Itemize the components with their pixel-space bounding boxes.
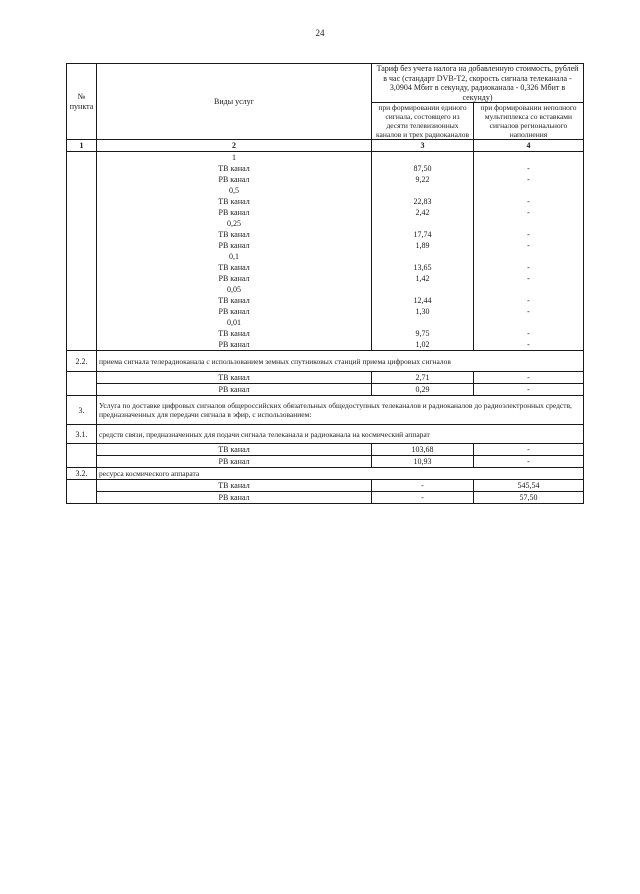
row-value-partial: - — [474, 306, 584, 317]
row-value-partial: - — [474, 456, 584, 468]
row-value-single: 9,75 — [372, 328, 474, 339]
header-services: Виды услуг — [97, 64, 372, 140]
section-number: 3.2. — [67, 468, 97, 480]
row-value-partial — [474, 218, 584, 229]
row-value-partial: - — [474, 163, 584, 174]
row-value-single — [372, 251, 474, 262]
header-partial-multiplex: при формировании неполного мультиплекса со вставками сигналов регионального наполнения — [474, 103, 584, 140]
table-row — [67, 273, 584, 284]
header-single-signal: при формировании единого сигнала, состоящего из десяти телевизионных каналов и трех радиоканалов — [372, 103, 474, 140]
row-value-partial — [474, 284, 584, 295]
column-number: 3 — [372, 140, 474, 152]
table-row — [67, 262, 584, 273]
row-value-partial — [474, 251, 584, 262]
row-value-partial: - — [474, 444, 584, 456]
row-value-partial: - — [474, 295, 584, 306]
row-label: ТВ канал — [97, 196, 372, 207]
table-row — [67, 339, 584, 351]
row-value-single: 9,22 — [372, 174, 474, 185]
row-value-single — [372, 185, 474, 196]
row-value-partial — [474, 317, 584, 328]
header-item-number: № пункта — [67, 64, 97, 140]
row-value-partial: - — [474, 207, 584, 218]
table-row — [67, 229, 584, 240]
row-value-single — [372, 284, 474, 295]
item-number-cell — [67, 152, 97, 351]
row-label: 0,25 — [97, 218, 372, 229]
column-number: 4 — [474, 140, 584, 152]
table-row — [67, 251, 584, 262]
row-label: ТВ канал — [97, 295, 372, 306]
row-label: ТВ канал — [97, 163, 372, 174]
header-tariff: Тариф без учета налога на добавленную стоимость, рублей в час (стандарт DVB-T2, скорость сигнала телеканала - 3,0904 Мбит в секунду, радиоканала - 0,326 Мбит в секунду) — [372, 64, 584, 103]
row-label: РВ канал — [97, 240, 372, 251]
row-value-partial: 57,50 — [474, 492, 584, 504]
row-value-partial: - — [474, 339, 584, 351]
table-row — [67, 152, 584, 164]
column-number-row — [67, 140, 584, 152]
row-label: РВ канал — [97, 339, 372, 351]
row-label: ТВ канал — [97, 229, 372, 240]
table-row — [67, 492, 584, 504]
table-row — [67, 317, 584, 328]
table-row — [67, 218, 584, 229]
row-value-single — [372, 152, 474, 164]
row-value-partial: - — [474, 384, 584, 396]
table-row — [67, 295, 584, 306]
row-value-single: - — [372, 492, 474, 504]
section-row — [67, 396, 584, 425]
row-value-partial: - — [474, 196, 584, 207]
row-value-single: 87,50 — [372, 163, 474, 174]
row-value-partial: - — [474, 372, 584, 384]
section-row — [67, 425, 584, 444]
row-value-partial — [474, 185, 584, 196]
row-value-single: 1,30 — [372, 306, 474, 317]
page-number: 24 — [315, 28, 325, 38]
table-row — [67, 185, 584, 196]
section-number: 3. — [67, 396, 97, 425]
row-value-partial: - — [474, 328, 584, 339]
row-value-single: 1,89 — [372, 240, 474, 251]
row-label: 0,1 — [97, 251, 372, 262]
row-value-single: 1,02 — [372, 339, 474, 351]
table-row — [67, 444, 584, 456]
section-row — [67, 351, 584, 372]
section-text: приема сигнала телерадиоканала с использованием земных спутниковых станций приема цифровых сигналов — [97, 351, 584, 372]
table-row — [67, 372, 584, 384]
section-text: Услуга по доставке цифровых сигналов общероссийских обязательных общедоступных телеканалов и радиоканалов до радиоэлектронных средств, предназначенных для передачи сигнала в эфир, с использованием: — [97, 396, 584, 425]
row-label: 0,01 — [97, 317, 372, 328]
row-label: РВ канал — [97, 207, 372, 218]
row-value-single — [372, 317, 474, 328]
row-label: РВ канал — [97, 384, 372, 396]
row-label: РВ канал — [97, 174, 372, 185]
row-value-partial: - — [474, 273, 584, 284]
tariff-table — [66, 63, 584, 504]
section-number: 2.2. — [67, 351, 97, 372]
section-row — [67, 468, 584, 480]
row-label: 0,5 — [97, 185, 372, 196]
row-value-single: 0,29 — [372, 384, 474, 396]
table-row — [67, 207, 584, 218]
row-label: РВ канал — [97, 492, 372, 504]
row-value-single: 10,93 — [372, 456, 474, 468]
table-row — [67, 240, 584, 251]
table-row — [67, 328, 584, 339]
table-row — [67, 196, 584, 207]
row-label: 1 — [97, 152, 372, 164]
section-number: 3.1. — [67, 425, 97, 444]
row-value-single: 17,74 — [372, 229, 474, 240]
row-value-single: 1,42 — [372, 273, 474, 284]
row-label: ТВ канал — [97, 262, 372, 273]
row-label: ТВ канал — [97, 328, 372, 339]
table-row — [67, 456, 584, 468]
row-label: ТВ канал — [97, 480, 372, 492]
row-label: РВ канал — [97, 273, 372, 284]
column-number: 2 — [97, 140, 372, 152]
row-value-single — [372, 218, 474, 229]
row-value-single: 12,44 — [372, 295, 474, 306]
row-value-single: 103,68 — [372, 444, 474, 456]
row-value-partial: - — [474, 240, 584, 251]
row-label: РВ канал — [97, 306, 372, 317]
row-value-partial — [474, 152, 584, 164]
row-value-single: 2,71 — [372, 372, 474, 384]
row-value-single: 13,65 — [372, 262, 474, 273]
row-label: РВ канал — [97, 456, 372, 468]
table-row — [67, 163, 584, 174]
row-value-single: - — [372, 480, 474, 492]
table-row — [67, 174, 584, 185]
row-value-partial: 545,54 — [474, 480, 584, 492]
table-row — [67, 306, 584, 317]
table-row — [67, 480, 584, 492]
row-value-partial: - — [474, 174, 584, 185]
row-value-partial: - — [474, 262, 584, 273]
table-row — [67, 284, 584, 295]
row-label: 0,05 — [97, 284, 372, 295]
table-row — [67, 384, 584, 396]
row-value-single: 22,83 — [372, 196, 474, 207]
block1-rows — [67, 152, 584, 351]
section-text: средств связи, предназначенных для подачи сигнала телеканала и радиоканала на космический аппарат — [97, 425, 584, 444]
row-value-partial: - — [474, 229, 584, 240]
row-label: ТВ канал — [97, 372, 372, 384]
row-value-single: 2,42 — [372, 207, 474, 218]
section-text: ресурса космического аппарата — [97, 468, 584, 480]
column-number: 1 — [67, 140, 97, 152]
row-label: ТВ канал — [97, 444, 372, 456]
